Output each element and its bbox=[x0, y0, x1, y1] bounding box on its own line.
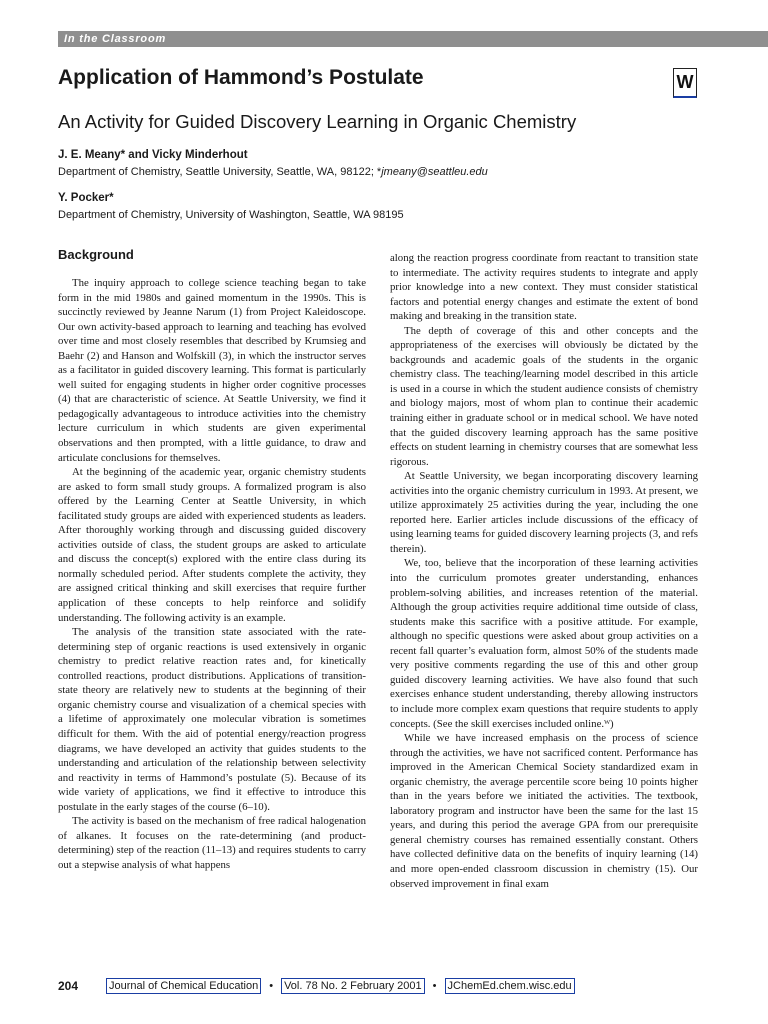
article-subtitle: An Activity for Guided Discovery Learning in Organic Chemistry bbox=[58, 111, 577, 132]
paragraph: The inquiry approach to college science teaching began to take form in the mid 1980s and gained momentum in the 1990s. This is succinctly reviewed by Jeanne Narum (1) from Project Kaleidoscope. Our own activity-based approach to learning and teaching has evolved over time and most closely resembles that described by Krumsieg and Baehr (2) and Hanson and Wolfskill (3), in which the instructor serves as a facilitator in guided discovery learning. This format is particularly well suited for engaging students in higher order cognitive processes (4) that are characteristic of science. At Seattle University, we find it pedagogically advantageous to introduce activities into the chemistry lecture curriculum in which students are given experimental observations and then prompted, with a little guidance, to draw and articulate conclusions for themselves. bbox=[58, 277, 366, 464]
volume-link[interactable]: Vol. 78 No. 2 February 2001 bbox=[281, 978, 425, 994]
affiliation-primary bbox=[58, 166, 488, 178]
authors-secondary: Y. Pocker* bbox=[58, 192, 114, 204]
website-link[interactable]: JChemEd.chem.wisc.edu bbox=[445, 978, 575, 994]
separator-bullet: • bbox=[432, 980, 437, 992]
journal-link[interactable]: Journal of Chemical Education bbox=[106, 978, 261, 994]
page-number: 204 bbox=[58, 979, 79, 993]
paragraph: While we have increased emphasis on the process of science through the activities, we have not sacrificed content. Performance has improved in the American Chemical Society standardized exam in organic chemistry, the average percentile score being 10 points higher than in the years before we initiated the activities. The textbook, laboratory program and instructor have been the same for the last 15 years, and during this period the average GPA from our prerequisite general chemistry courses has remained essentially constant. Others have collected definitive data on the benefits of inquiry learning (14) and more open-ended classroom discussion in chemistry (15). Our observed improvement in final exam bbox=[390, 732, 698, 890]
authors-primary: J. E. Meany* and Vicky Minderhout bbox=[58, 149, 248, 161]
paragraph: We, too, believe that the incorporation of these learning activities into the curriculum promotes greater understanding, enhances problem-solving abilities, and increases retention of the material. Although the group activities require additional time outside of class, students make this sacrifice with a positive attitude. For example, although no specific questions were asked about group activities on a recent fall quarter’s evaluation form, almost 50% of the students made very positive comments regarding the use of this and other group guided discovery learning activities. We have also found that such exercises enhance student understanding, thereby allowing instructors to include more complex exam questions that require students to apply concepts. (See the skill exercises included online.ᵂ) bbox=[390, 557, 698, 730]
right-column bbox=[390, 251, 698, 891]
section-heading: Background bbox=[58, 247, 134, 262]
paragraph: At the beginning of the academic year, organic chemistry students are asked to form small study groups. A formalized program is also offered by the Learning Center at Seattle University, in which facilitated study groups are aided with experienced students as leaders. After thoroughly working through and discussing guided discovery activities outside of class, the student groups are asked to articulate and discuss the concept(s) explored with the entire class during its normally scheduled period. After students complete the activity, they are assigned critical thinking and skill exercises that require further application of these concepts to help reinforce and solidify understanding. The following activity is an example. bbox=[58, 466, 366, 624]
affiliation-secondary: Department of Chemistry, University of Washington, Seattle, WA 98195 bbox=[58, 209, 404, 221]
section-label: In the Classroom bbox=[58, 31, 768, 47]
web-supplement-icon[interactable]: W bbox=[673, 68, 697, 98]
paragraph: At Seattle University, we began incorporating discovery learning activities into the organic chemistry curriculum in 1993. At present, we utilize approximately 25 activities during the year, including the one reported here. Earlier articles include discussions of the efficacy of using learning teams for guided discovery learning projects (3, and refs therein). bbox=[390, 470, 698, 555]
paragraph: The activity is based on the mechanism of free radical halogenation of alkanes. It focuses on the rate-determining (and product-determining) step of the reaction (11–13) and requires students to carry out a stepwise analysis of what happens bbox=[58, 815, 366, 871]
paragraph: The analysis of the transition state associated with the rate-determining step of organic reactions is used extensively in organic chemistry to predict relative reaction rates and, for kinetically controlled reactions, product distributions. Applications of transition-state theory are relatively new to students at the beginning of their organic chemistry course and visualization of a chemical species with a lifetime of approximately one molecular vibration is sometimes difficult for them. With the aid of potential energy/reaction progress diagrams, we have developed an activity that guides students to the understanding and articulation of the relationship between selectivity and reactivity in terms of Hammond’s postulate (5). Because of its wide variety of applications, we find it effective to introduce this postulate in the early stages of the course (6–10). bbox=[58, 626, 366, 813]
paragraph: The depth of coverage of this and other concepts and the appropriateness of the exercises will obviously be dictated by the backgrounds and academic goals of the students in the organic chemistry class. The teaching/learning model described in this article is used in a course in which the student audience consists of chemistry and biology majors, most of whom plan to continue their academic training either in graduate school or in medical school. We have noted that the guided discovery learning approach has the same positive effects on student learning in chemistry courses that are somewhat less rigorous. bbox=[390, 324, 698, 468]
separator-bullet: • bbox=[269, 980, 274, 992]
article-title: Application of Hammond’s Postulate bbox=[58, 66, 424, 89]
left-column bbox=[58, 246, 366, 872]
paragraph: along the reaction progress coordinate from reactant to transition state to intermediate. The activity requires students to integrate and apply prior knowledge into a new context. They must consider statistical factors and potential energy changes and estimate the extent of bond making and breaking in the transition state. bbox=[390, 252, 698, 323]
page-footer bbox=[58, 977, 758, 995]
affiliation-text: Department of Chemistry, Seattle University, Seattle, WA, 98122; * bbox=[58, 166, 382, 178]
author-email[interactable]: jmeany@seattleu.edu bbox=[381, 166, 488, 178]
